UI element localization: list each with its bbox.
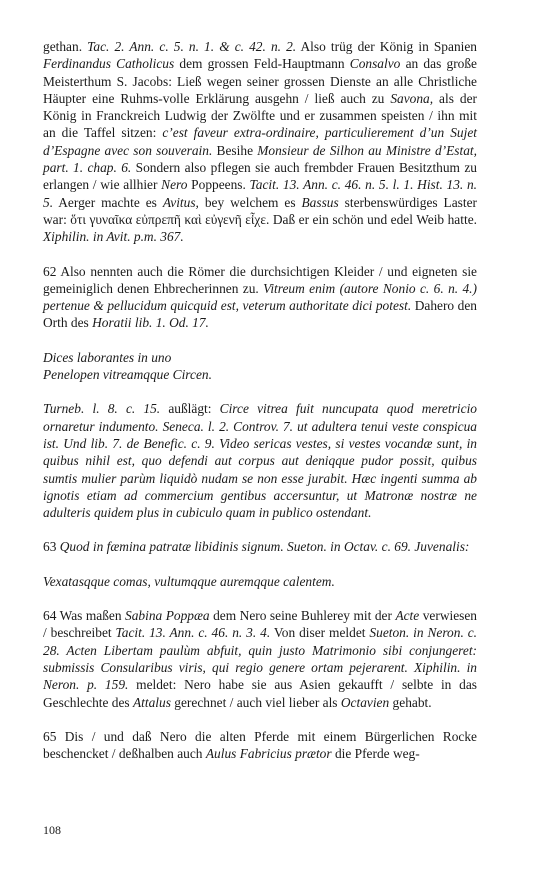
paragraph-turneb: [43, 400, 477, 521]
italic-run: Monsieur de Silhon au Ministre d’Estat, part. 1. chap. 6.: [43, 142, 477, 176]
italic-run: Savona,: [390, 90, 434, 106]
italic-run: Ferdinandus Catholicus: [43, 56, 175, 72]
italic-run: Avitus,: [162, 194, 199, 210]
note-63: [43, 538, 477, 555]
italic-run: Tacit. 13. Ann. c. 46. n. 5. l. 1. Hist. 13. n. 5.: [43, 177, 477, 210]
italic-run: Attalus: [132, 694, 171, 710]
text-run: dem Nero seine Buhlerey mit der: [209, 608, 396, 624]
note-65: [43, 728, 477, 763]
italic-run: Turneb. l. 8. c. 15.: [43, 401, 161, 417]
italic-run: Sabina Poppæa: [125, 608, 210, 624]
text-run: Aerger machte es: [53, 194, 163, 210]
italic-run: Circe vitrea fuit nuncupata quod meretricio ornaretur indumento. Seneca. l. 2. Controv. 7. ut adultera tenui veste conspicua ist. Und lib. 7. de Benefic. c. 9. Video sericas vestes, si vestes vocandæ sunt, in quibus nihil est, quo defendi aut corpus aut deniqque pudor possit, quibus sumtis mulier parùm liquidò nudam se non esse jurabit. Hæc ingenti summa ab ignotis etiam ad commercium gentibus accersuntur, ut Matronæ nostræ ne adulteris quidem plus in cubiculo quam in publico ostendant.: [43, 401, 477, 521]
italic-run: Sueton. in Neron. c. 28. Acten Libertam paulùm abfuit, quin justo Matrimonio sibi conjungeret: submissis Consularibus viris, qui regio genere ortam pejerarent. Xiphilin. in Neron. p. 159.: [43, 625, 478, 693]
italic-run: Aulus Fabricius prætor: [205, 746, 332, 762]
verse-quote-juvenal: [43, 573, 477, 590]
text-run: gethan.: [43, 39, 88, 54]
verse-line: Dices laborantes in uno: [43, 349, 172, 365]
page-number: 108: [43, 823, 61, 837]
text-run: sterbenswürdiges Laster war: ὅτι γυναῖκα εὐπρεπῆ καὶ εὐγενῆ εἶχε. Daß er ein schön und edel Weib hatte.: [43, 194, 478, 227]
italic-run: Octavien: [340, 694, 390, 710]
text-run: 62 Also nennten auch die Römer die durchsichtigen Kleider / und eigneten sie gemeiniglich denen Ehbrecherinnen zu.: [43, 263, 477, 296]
italic-run: Quod in fæmina patratæ libidinis signum. Sueton. in Octav. c. 69. Juvenalis:: [59, 539, 470, 555]
paragraph-continuation: [43, 38, 477, 246]
text-run: 64 Was maßen: [43, 608, 126, 624]
page-body: [43, 38, 477, 779]
text-run: als der König in Franckreich Ludwig der Zwölfte und er zusammen speisten / ihn mit an die Taffel sitzen:: [43, 90, 477, 141]
italic-run: Horatii lib. 1. Od. 17.: [92, 315, 209, 331]
italic-run: Tacit. 13. Ann. c. 46. n. 3. 4.: [115, 625, 271, 641]
text-run: 63: [43, 539, 60, 555]
text-run: an das große Meisterthum S. Jacobs: Ließ wegen seiner grossen Dienste an alle Christliche Häupter eine Ruhms-volle Erklärung ausgehn / ließ auch zu: [43, 56, 477, 106]
text-run: gehabt.: [389, 694, 432, 710]
text-run: Besihe: [212, 142, 258, 158]
verse-quote-horace: [43, 349, 477, 384]
italic-run: Acte: [395, 608, 420, 624]
italic-run: Tac. 2. Ann. c. 5. n. 1. & c. 42. n. 2.: [87, 39, 297, 54]
italic-run: c’est faveur extra-ordinaire, particulierement d’un Sujet d’Espagne avec son souverain.: [43, 125, 477, 158]
italic-run: Bassus: [301, 194, 339, 210]
text-run: verwiesen / beschreibet: [43, 608, 478, 641]
text-run: dem grossen Feld-Hauptmann: [174, 56, 350, 72]
text-run: meldet: Nero habe sie aus Asien gekaufft / selbte in das Geschlechte des: [43, 677, 478, 710]
note-64: [43, 607, 477, 711]
text-run: außlägt:: [160, 401, 220, 417]
text-run: Dahero den Orth des: [43, 298, 477, 331]
italic-run: Vitreum enim (autore Nonio c. 6. n. 4.) pertenue & pellucidum quicquid est, veterum authoritate dici potest.: [43, 280, 477, 314]
text-run: 65 Dis / und daß Nero die alten Pferde mit einem Bürgerlichen Rocke beschencket / deßhalben auch: [43, 728, 477, 762]
text-run: gerechnet / auch viel lieber als: [170, 694, 341, 710]
verse-line: Vexatasqque comas, vultumqque auremqque calentem.: [43, 573, 335, 589]
italic-run: Consalvo: [349, 56, 401, 72]
italic-run: Xiphilin. in Avit. p.m. 367.: [43, 229, 184, 245]
text-run: die Pferde weg-: [331, 746, 420, 762]
note-62: [43, 263, 477, 332]
text-run: Von diser meldet: [270, 625, 370, 641]
verse-line: Penelopen vitreamqque Circen.: [43, 367, 212, 383]
text-run: bey welchem es: [198, 194, 302, 210]
text-run: Sondern also pflegen sie auch frembder Frauen Besitzthum zu erlangen / wie allhier: [43, 160, 477, 193]
text-run: Poppeens.: [187, 177, 250, 193]
text-run: Also trüg der König in Spanien: [296, 39, 478, 54]
italic-run: Nero: [161, 177, 188, 193]
